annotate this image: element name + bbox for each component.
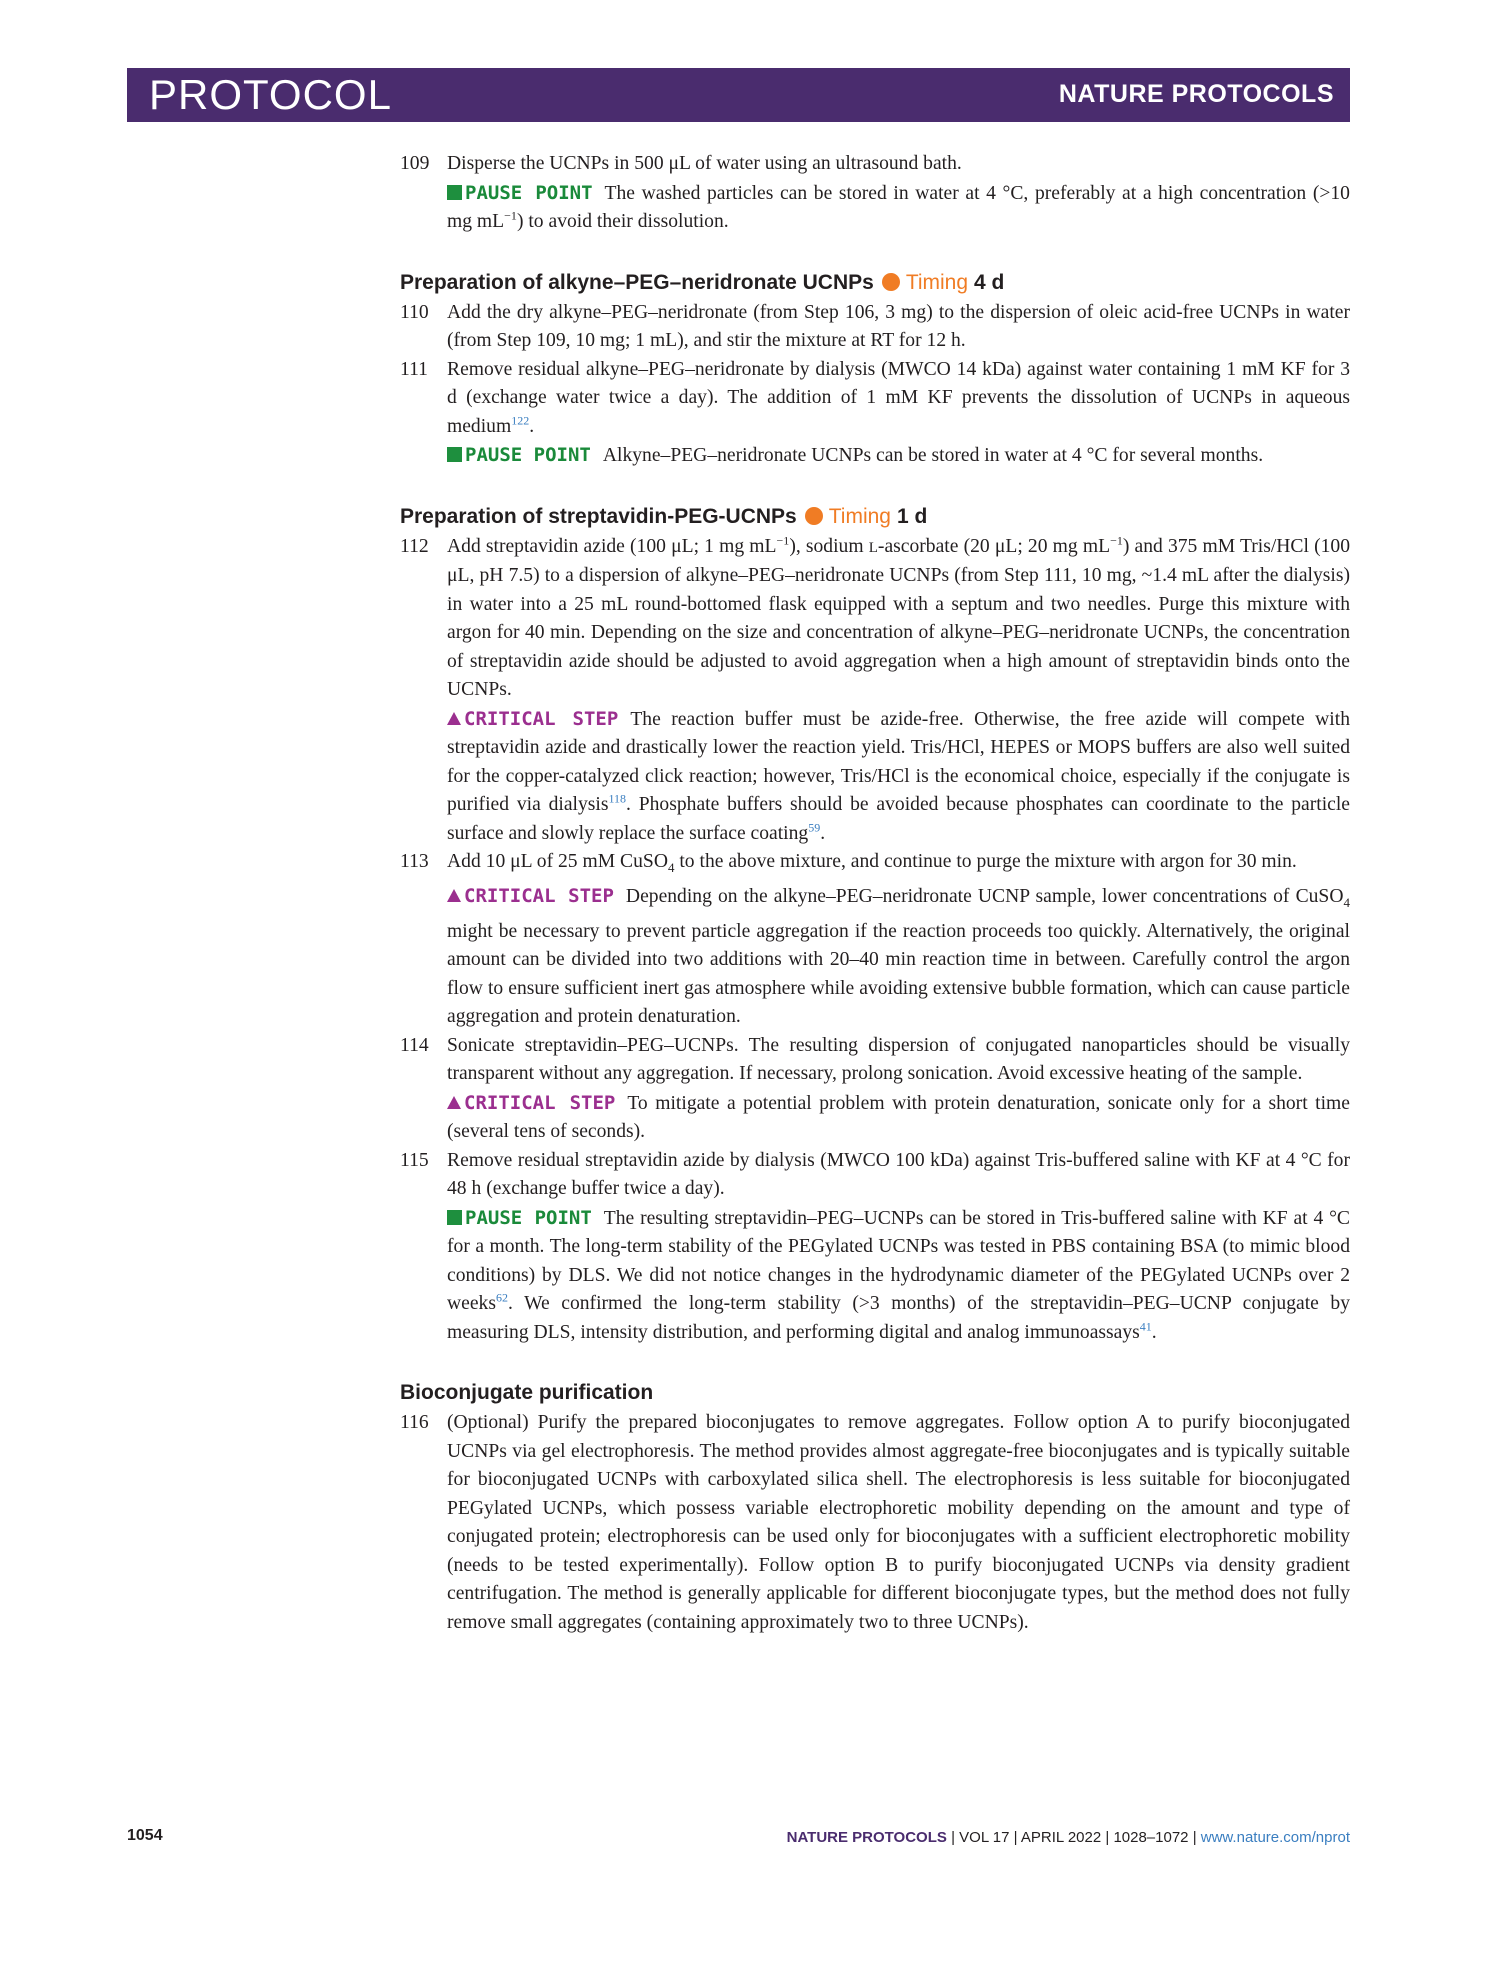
step-114: 114 Sonicate streptavidin–PEG–UCNPs. The resulting dispersion of conjugated nanoparticles should be visually transparent without any aggregation. If necessary, prolong sonication. Avoid excessive heating of the sample. xyxy=(400,1032,1350,1089)
header-bar xyxy=(127,68,1350,122)
step-number: 109 xyxy=(400,153,430,174)
critical-triangle-icon xyxy=(447,889,461,902)
footer-pages: 1028–1072 xyxy=(1113,1829,1189,1846)
section-heading: Preparation of streptavidin-PEG-UCNPs Timing 1 d xyxy=(400,504,928,528)
page-number: 1054 xyxy=(127,1827,163,1844)
timing-circle-icon xyxy=(805,507,823,525)
footer-volume: VOL 17 xyxy=(959,1829,1010,1846)
step-112: 112 Add streptavidin azide (100 μL; 1 mg $mL^{-1}$), sodium L-ascorbate (20 μL; 20 mg $mL^{-1}$) and 375 mM Tris/HCl (100 μL, pH 7.5) to a dispersion of alkyne–PEG–neridronate UCNPs (from Step 111, 10 mg, ~1.4 mL after the dialysis) in water into a 25 mL round-bottomed flask equipped with a septum and two needles. Purge this mixture with argon for 40 min. Depending on the size and concentration of alkyne–PEG–neridronate UCNPs, the concentration of streptavidin azide should be adjusted to avoid aggregation when a high amount of streptavidin binds onto the UCNPs. xyxy=(400,532,1351,700)
pause-point-label: PAUSE POINT xyxy=(465,1206,592,1229)
critical-step-note: CRITICAL STEP Depending on the alkyne–PEG–neridronate UCNP sample, lower concentrations of CuSO$_4$ might be necessary to prevent particle aggregation if the reaction proceeds too quickly. Alternatively, the original amount can be divided into two additions with 20–40 min reaction time in between. Carefully control the argon flow to ensure sufficient inert gas atmosphere while avoiding extensive bubble formation, which can cause particle aggregation and protein denaturation. xyxy=(447,885,1350,1028)
step-115: 115 Remove residual streptavidin azide by dialysis (MWCO 100 kDa) against Tris-buffered saline with KF at 4 °C for 48 h (exchange buffer twice a day). xyxy=(400,1147,1350,1204)
reference-link[interactable]: 62 xyxy=(495,1290,508,1305)
pause-square-icon xyxy=(447,185,462,200)
critical-triangle-icon xyxy=(447,1096,461,1109)
step-number: 116 xyxy=(400,1412,429,1434)
critical-step-label: CRITICAL STEP xyxy=(464,885,614,908)
step-number: 113 xyxy=(400,851,429,872)
footer-citation: NATURE PROTOCOLS | VOL 17 | APRIL 2022 | 1028–1072 | www.nature.com/nprot xyxy=(786,1829,1350,1846)
pause-square-icon xyxy=(447,1210,462,1225)
footer-journal: NATURE PROTOCOLS xyxy=(786,1829,947,1846)
timing-label: Timing xyxy=(905,270,969,294)
footer-date: APRIL 2022 xyxy=(1020,1829,1102,1846)
critical-step-note: CRITICAL STEP To mitigate a potential problem with protein denaturation, sonicate only for a short time (several tens of seconds). xyxy=(447,1091,1350,1143)
journal-name: NATURE PROTOCOLS xyxy=(1058,80,1334,108)
step-number: 112 xyxy=(400,535,429,557)
timing-value: 1 d xyxy=(896,504,928,528)
step-number: 115 xyxy=(400,1149,429,1171)
critical-step-label: CRITICAL STEP xyxy=(464,707,619,730)
step-110: 110 Add the dry alkyne–PEG–neridronate (from Step 106, 3 mg) to the dispersion of oleic acid-free UCNPs in water (from Step 109, 10 mg; 1 mL), and stir the mixture at RT for 12 h. xyxy=(400,299,1350,356)
pause-point-note: PAUSE POINT The washed particles can be stored in water at 4 °C, preferably at a high concentration (>10 mg $mL^{-1}$) to avoid their dissolution. xyxy=(447,181,1350,232)
step-number: 110 xyxy=(400,301,429,323)
critical-step-note: CRITICAL STEP The reaction buffer must be azide-free. Otherwise, the free azide will compete with streptavidin azide and drastically lower the reaction yield. Tris/HCl, HEPES or MOPS buffers are also well suited for the copper-catalyzed click reaction; however, Tris/HCl is the economical choice, especially if the conjugate is purified via dialysis$^{118}$. Phosphate buffers should be avoided because phosphates can coordinate to the particle surface and slowly replace the surface coating$^{59}$. xyxy=(447,707,1351,844)
section-label: PROTOCOL xyxy=(149,71,392,118)
pause-point-label: PAUSE POINT xyxy=(465,444,591,466)
reference-link[interactable]: 41 xyxy=(1139,1319,1152,1334)
timing-value: 4 d xyxy=(974,270,1005,294)
step-116: 116 (Optional) Purify the prepared bioconjugates to remove aggregates. Follow option A to purify bioconjugated UCNPs via gel electrophoresis. The method provides almost aggregate-free bioconjugates and is typically suitable for bioconjugated UCNPs with carboxylated silica shell. The electrophoresis is less suitable for bioconjugated PEGylated UCNPs, which possess variable electrophoretic mobility depending on the amount and type of conjugated protein; electrophoresis can be used only for bioconjugates with a sufficient electrophoretic mobility (needs to be tested experimentally). Follow option B to purify bioconjugated UCNPs via density gradient centrifugation. The method is generally applicable for different bioconjugate types, but the method does not fully remove small aggregates (containing approximately two to three UCNPs). xyxy=(400,1409,1350,1637)
step-text: Disperse the UCNPs in 500 μL of water using an ultrasound bath. xyxy=(447,153,962,174)
section-heading: Bioconjugate purification xyxy=(400,1381,654,1405)
step-111: 111 Remove residual alkyne–PEG–neridronate by dialysis (MWCO 14 kDa) against water containing 1 mM KF for 3 d (exchange water twice a day). The addition of 1 mM KF prevents the dissolution of UCNPs in aqueous medium$^{122}$. xyxy=(400,356,1350,442)
reference-link[interactable]: 118 xyxy=(608,791,627,806)
reference-link[interactable]: 122 xyxy=(511,412,530,427)
timing-circle-icon xyxy=(882,273,900,291)
pause-square-icon xyxy=(447,447,462,462)
section-heading: Preparation of alkyne–PEG–neridronate UCNPs Timing 4 d xyxy=(400,270,1005,294)
pause-point-note: PAUSE POINT The resulting streptavidin–PEG–UCNPs can be stored in Tris-buffered saline with KF at 4 °C for a month. The long-term stability of the PEGylated UCNPs was tested in PBS containing BSA (to mimic blood conditions) by DLS. We did not notice changes in the hydrodynamic diameter of the PEGylated UCNPs over 2 weeks$^{62}$. We confirmed the long-term stability (>3 months) of the streptavidin–PEG–UCNP conjugate by measuring DLS, intensity distribution, and performing digital and analog immunoassays$^{41}$. xyxy=(447,1206,1350,1343)
step-113: 113 Add 10 μL of 25 mM CuSO$_4$ to the above mixture, and continue to purge the mixture with argon for 30 min. xyxy=(400,848,1350,882)
timing-label: Timing xyxy=(828,504,891,528)
footer-url-link[interactable]: www.nature.com/nprot xyxy=(1200,1829,1350,1846)
article-body xyxy=(400,150,1350,1637)
step-number: 114 xyxy=(400,1034,429,1056)
critical-triangle-icon xyxy=(447,712,461,725)
step-109 xyxy=(400,150,1350,179)
reference-link[interactable]: 59 xyxy=(808,819,821,834)
pause-point-note: PAUSE POINT Alkyne–PEG–neridronate UCNPs can be stored in water at 4 °C for several months. xyxy=(400,441,1350,471)
pause-point-label: PAUSE POINT xyxy=(465,181,593,204)
critical-step-label: CRITICAL STEP xyxy=(464,1091,616,1114)
step-number: 111 xyxy=(400,358,428,380)
